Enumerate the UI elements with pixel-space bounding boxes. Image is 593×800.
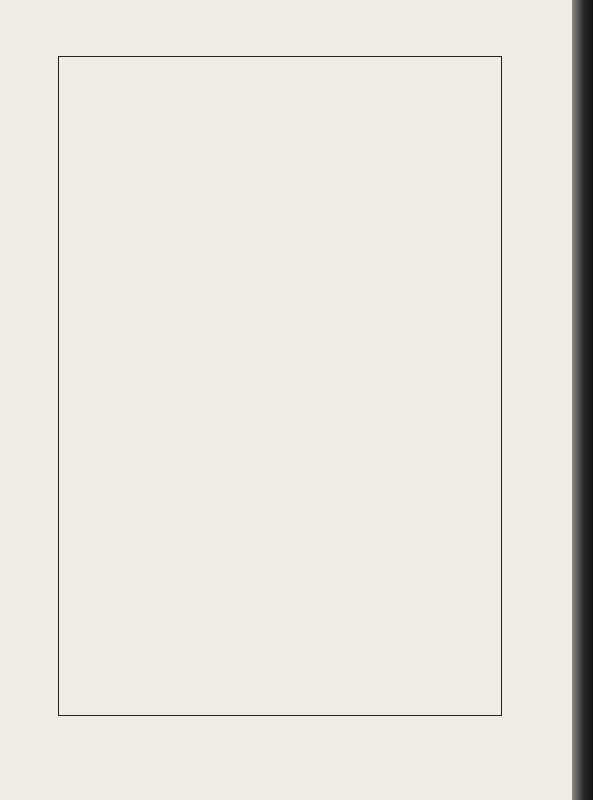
- book-spine: [572, 0, 593, 800]
- content-frame: [58, 56, 502, 716]
